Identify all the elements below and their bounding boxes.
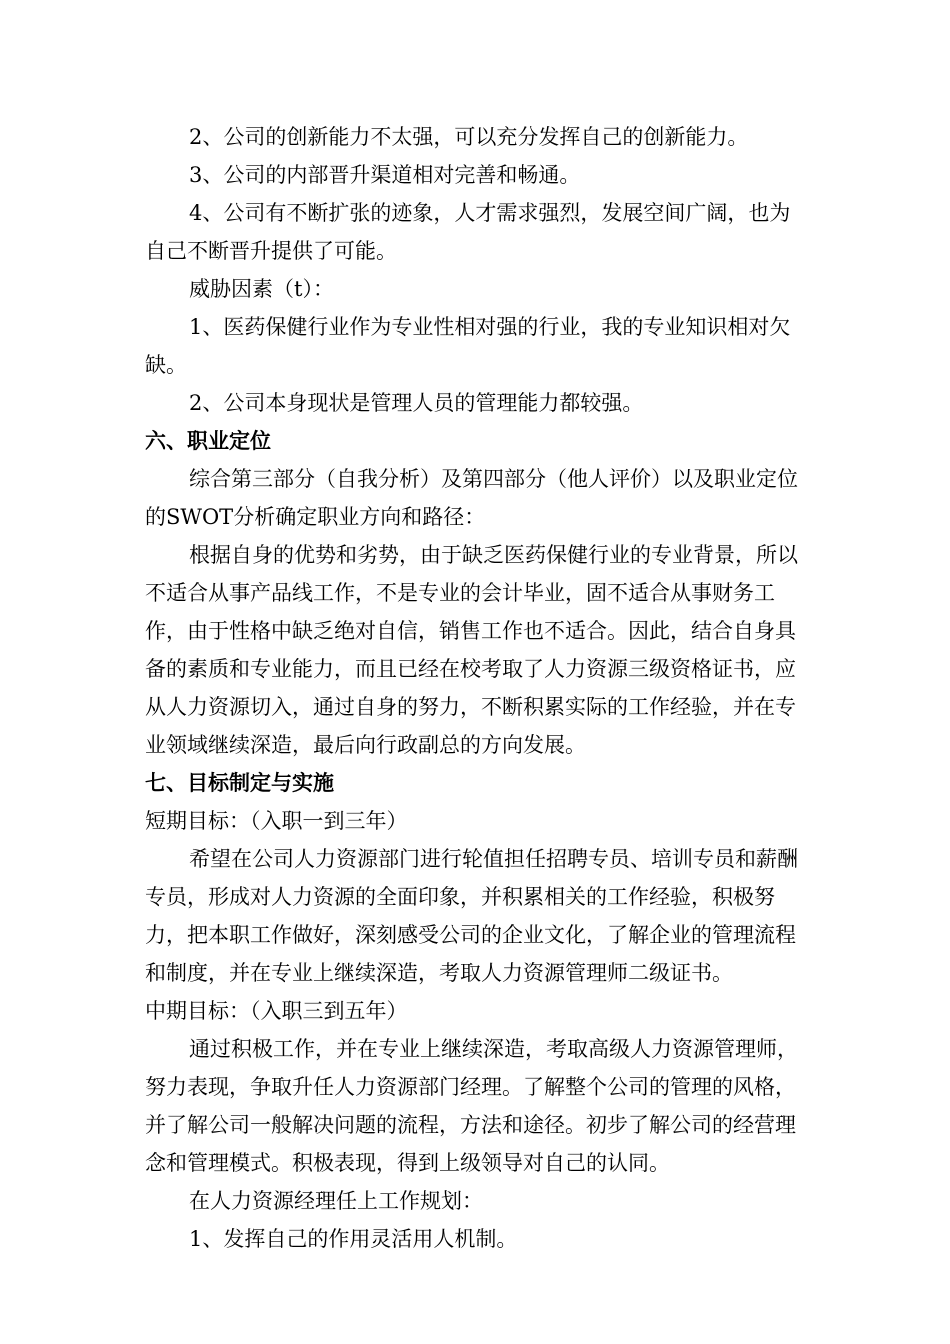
section-heading-career-positioning: 六、职业定位 [145, 429, 271, 453]
paragraph-threat-1: 1、医药保健行业作为专业性相对强的行业，我的专业知识相对欠缺。 [145, 315, 791, 377]
paragraph-career-direction: 根据自身的优势和劣势，由于缺乏医药保健行业的专业背景，所以不适合从事产品线工作，不是专业的会计毕业，固不适合从事财务工作，由于性格中缺乏绝对自信，销售工作也不适合。因此，结合自身具备的素质和专业能力，而且已经在校考取了人力资源三级资格证书，应从人力资源切入，通过自身的努力，不断积累实际的工作经验，并在专业领域继续深造，最后向行政副总的方向发展。 [145, 543, 798, 757]
subheading-short-term: 短期目标：（入职一到三年） [145, 809, 408, 833]
paragraph-hr-manager-plan: 在人力资源经理任上工作规划： [189, 1189, 483, 1213]
paragraph-innovation: 2、公司的创新能力不太强，可以充分发挥自己的创新能力。 [189, 125, 749, 149]
paragraph-threat-2: 2、公司本身现状是管理人员的管理能力都较强。 [189, 391, 644, 415]
paragraph-short-term-goal: 希望在公司人力资源部门进行轮值担任招聘专员、培训专员和薪酬专员，形成对人力资源的全面印象，并积累相关的工作经验，积极努力，把本职工作做好，深刻感受公司的企业文化，了解企业的管理流程和制度，并在专业上继续深造，考取人力资源管理师二级证书。 [145, 847, 798, 985]
subheading-mid-term: 中期目标：（入职三到五年） [145, 999, 408, 1023]
paragraph-mid-term-goal: 通过积极工作，并在专业上继续深造，考取高级人力资源管理师，努力表现，争取升任人力资源部门经理。了解整个公司的管理的风格，并了解公司一般解决问题的流程，方法和途径。初步了解公司的经营理念和管理模式。积极表现，得到上级领导对自己的认同。 [145, 1037, 798, 1175]
paragraph-promotion-channel: 3、公司的内部晋升渠道相对完善和畅通。 [189, 163, 581, 187]
paragraph-expansion: 4、公司有不断扩张的迹象，人才需求强烈，发展空间广阔，也为自己不断晋升提供了可能。 [145, 201, 791, 263]
paragraph-swot-summary: 综合第三部分（自我分析）及第四部分（他人评价）以及职业定位的SWOT分析确定职业方向和路径： [145, 467, 798, 529]
paragraph-threats-label: 威胁因素（t）： [189, 277, 334, 301]
paragraph-plan-item-1: 1、发挥自己的作用灵活用人机制。 [189, 1227, 518, 1251]
document-body [145, 118, 810, 1258]
section-heading-goals: 七、目标制定与实施 [145, 771, 334, 795]
